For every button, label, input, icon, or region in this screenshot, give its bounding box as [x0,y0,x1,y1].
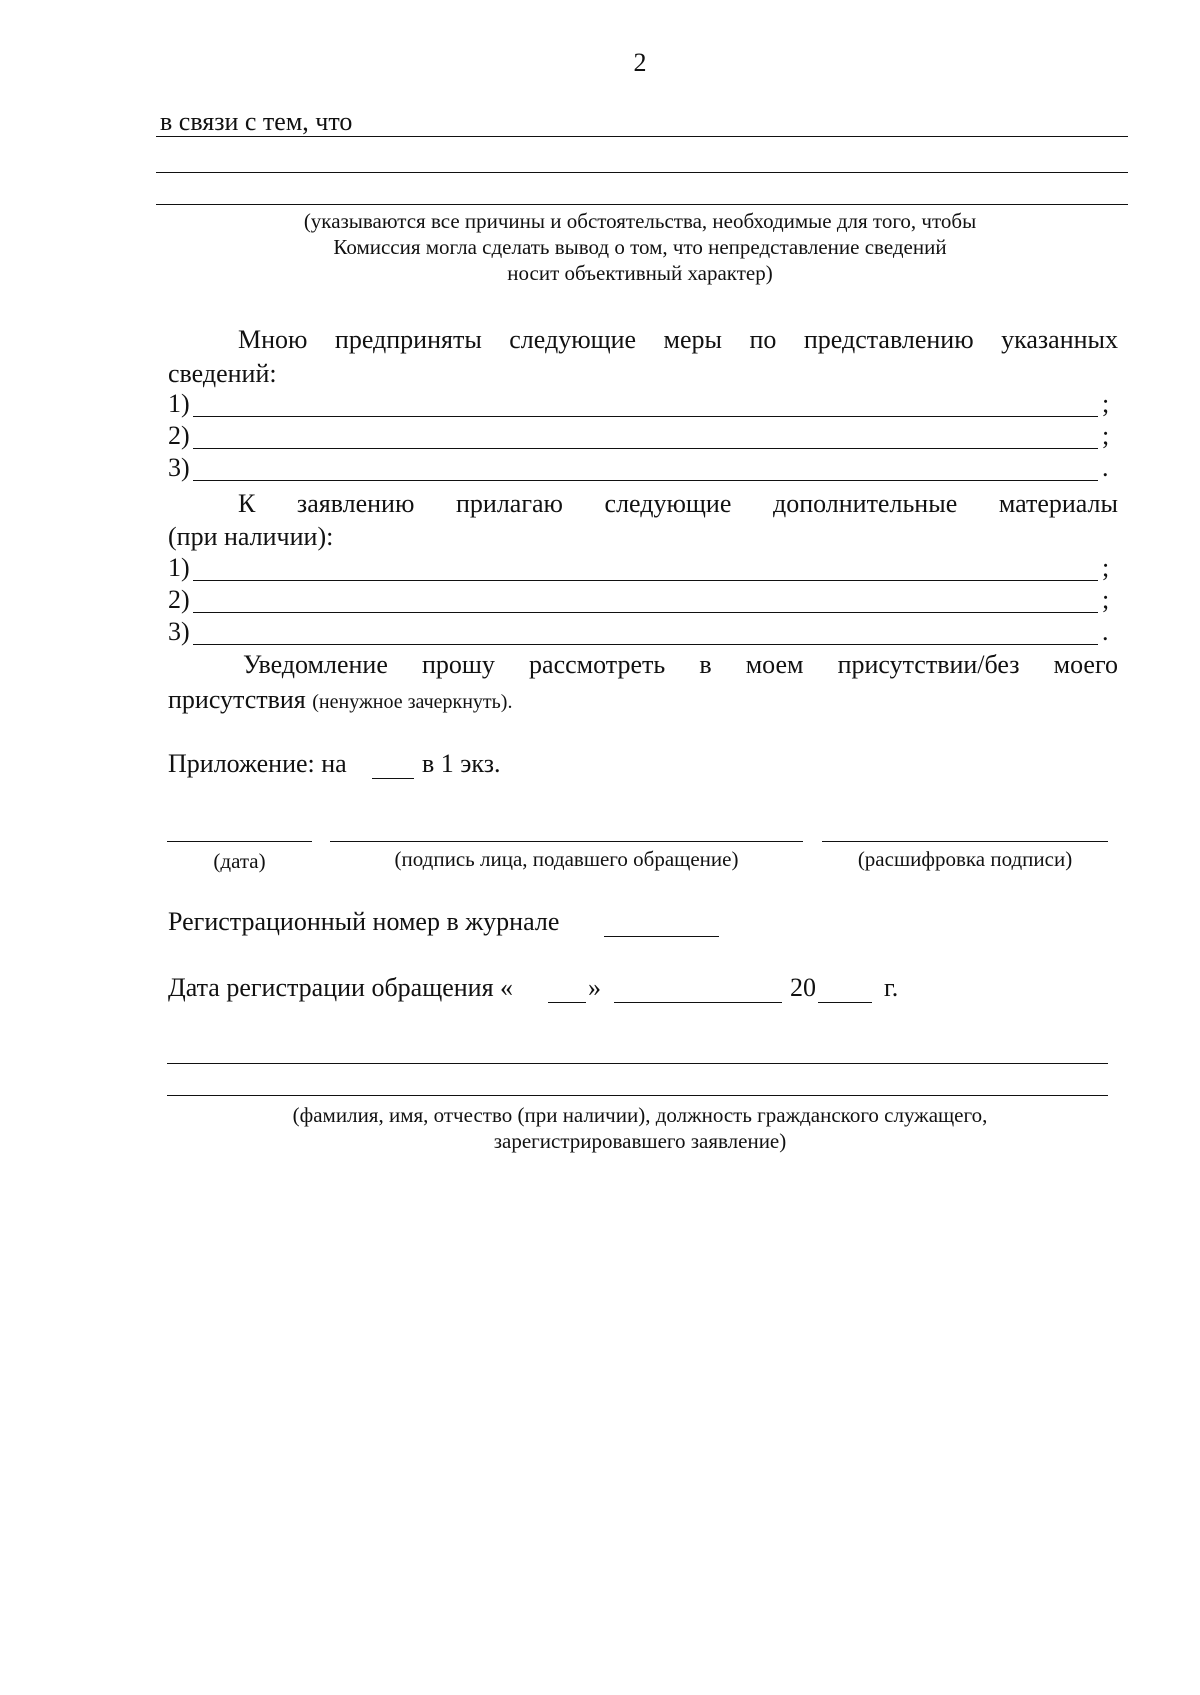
reason-line-1[interactable] [156,136,1128,137]
measures-item-1-line[interactable] [193,416,1098,417]
signature-decode-line[interactable] [822,841,1108,842]
registration-month-line[interactable] [614,1002,782,1003]
measures-item-1-num: 1) [168,389,190,418]
registration-year-line[interactable] [818,1002,872,1003]
measures-item-3-num: 3) [168,453,190,482]
registrar-caption-2: зарегистрировавшего заявление) [493,1129,787,1153]
date-caption: (дата) [213,849,266,873]
measures-item-2-num: 2) [168,421,190,450]
signature-decode-caption: (расшифровка подписи) [857,847,1073,871]
materials-item-3-end: . [1102,617,1109,646]
materials-intro-line-1: К заявлению прилагаю следующие дополнительные материалы [238,489,1118,518]
registrar-caption-1: (фамилия, имя, отчество (при наличии), должность гражданского служащего, [292,1103,988,1127]
measures-item-3-line[interactable] [193,480,1098,481]
reason-line-3[interactable] [156,204,1128,205]
reason-note-2: Комиссия могла сделать вывод о том, что непредставление сведений [333,235,947,259]
materials-item-3-line[interactable] [193,644,1098,645]
signature-line[interactable] [330,841,803,842]
notice-line-1: Уведомление прошу рассмотреть в моем присутствии/без моего [243,650,1118,679]
attachment-suffix: в 1 экз. [422,749,501,778]
registration-number-label: Регистрационный номер в журнале [168,907,560,936]
measures-item-3-end: . [1102,453,1109,482]
reason-line-2[interactable] [156,172,1128,173]
materials-item-2-end: ; [1102,585,1110,614]
registration-day-line[interactable] [548,1002,586,1003]
attachment-sheets-blank[interactable] [372,778,414,779]
notice-line-2-note: (ненужное зачеркнуть). [312,691,513,713]
materials-item-1-num: 1) [168,553,190,582]
registration-year-suffix: г. [884,973,899,1002]
date-line[interactable] [167,841,312,842]
reason-note-3: носит объективный характер) [507,261,773,285]
page-number: 2 [633,48,647,77]
signature-caption: (подпись лица, подавшего обращение) [394,847,739,871]
reason-note-1: (указываются все причины и обстоятельства, необходимые для того, чтобы [303,209,977,233]
attachment-prefix: Приложение: на [168,749,347,778]
measures-intro-line-2: сведений: [168,359,277,388]
registration-date-close: » [588,973,601,1002]
registrar-line-1[interactable] [167,1063,1108,1064]
materials-item-2-num: 2) [168,585,190,614]
registration-number-line[interactable] [604,936,719,937]
materials-item-3-num: 3) [168,617,190,646]
materials-item-1-end: ; [1102,553,1110,582]
measures-item-2-end: ; [1102,421,1110,450]
measures-item-1-end: ; [1102,389,1110,418]
measures-item-2-line[interactable] [193,448,1098,449]
measures-intro-line-1: Мною предприняты следующие меры по представлению указанных [238,325,1118,354]
materials-item-1-line[interactable] [193,580,1098,581]
registrar-line-2[interactable] [167,1095,1108,1096]
registration-date-label: Дата регистрации обращения « [168,973,514,1002]
reason-label: в связи с тем, что [160,107,353,136]
registration-year-prefix: 20 [790,973,816,1002]
notice-line-2-main: присутствия [168,685,306,714]
materials-intro-line-2: (при наличии): [168,522,334,551]
notice-line-2 [168,684,512,718]
materials-item-2-line[interactable] [193,612,1098,613]
